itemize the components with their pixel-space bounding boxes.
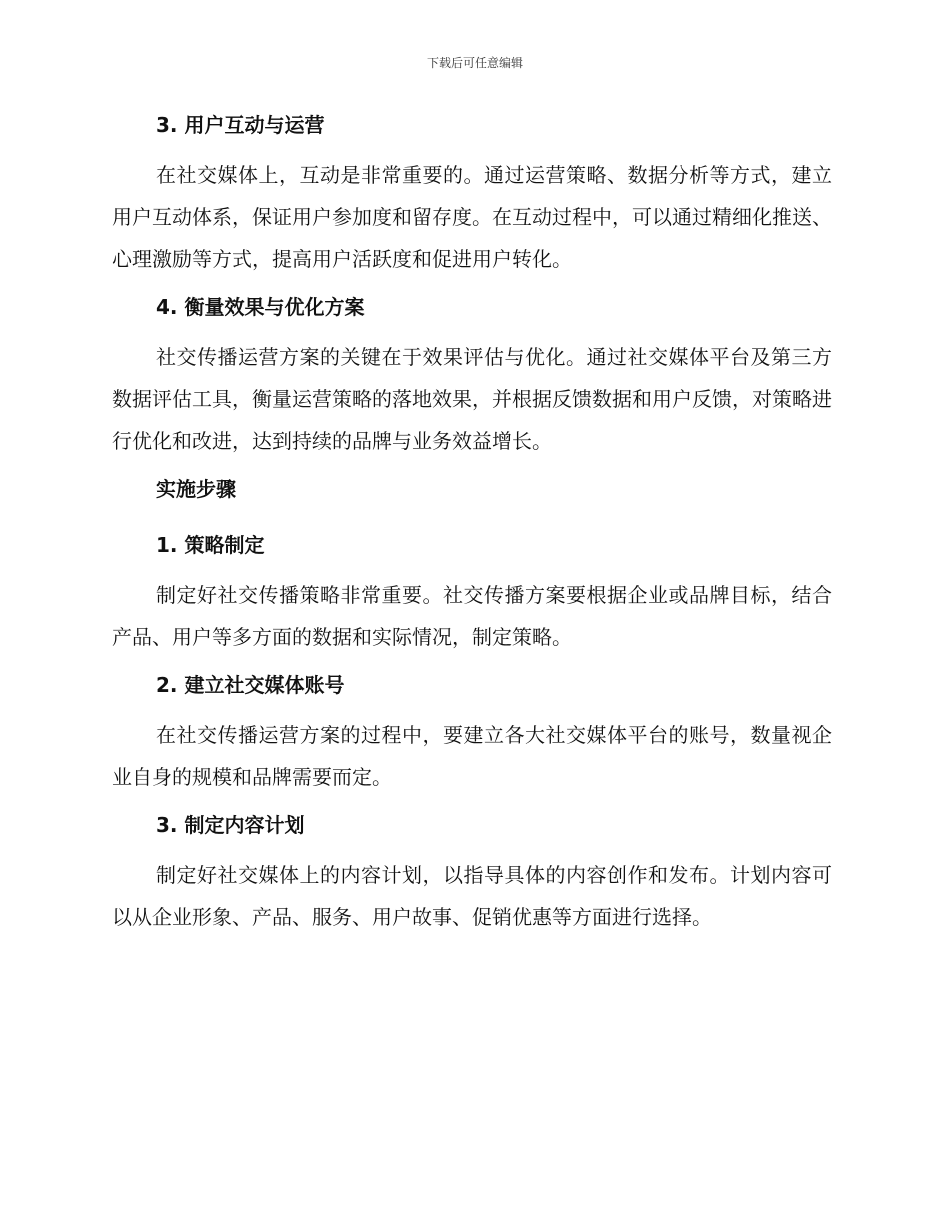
section-paragraph-content-plan: 制定好社交媒体上的内容计划，以指导具体的内容创作和发布。计划内容可以从企业形象、产品、服务、用户故事、促销优惠等方面进行选择。 <box>112 863 832 929</box>
document-body <box>112 110 832 938</box>
section-heading-measure-optimize: 4. 衡量效果与优化方案 <box>156 295 365 319</box>
section-heading-content-plan: 3. 制定内容计划 <box>156 813 305 837</box>
section-heading-accounts: 2. 建立社交媒体账号 <box>156 673 345 697</box>
section-paragraph-strategy: 制定好社交传播策略非常重要。社交传播方案要根据企业或品牌目标，结合产品、用户等多方面的数据和实际情况，制定策略。 <box>112 583 832 649</box>
header-note: 下载后可任意编辑 <box>426 56 523 70</box>
section-paragraph-measure-optimize: 社交传播运营方案的关键在于效果评估与优化。通过社交媒体平台及第三方数据评估工具，衡量运营策略的落地效果，并根据反馈数据和用户反馈，对策略进行优化和改进，达到持续的品牌与业务效益增长。 <box>112 345 832 453</box>
section-paragraph-accounts: 在社交传播运营方案的过程中，要建立各大社交媒体平台的账号，数量视企业自身的规模和品牌需要而定。 <box>112 723 832 789</box>
section-heading-strategy: 1. 策略制定 <box>156 533 265 557</box>
section-paragraph-user-interaction: 在社交媒体上，互动是非常重要的。通过运营策略、数据分析等方式，建立用户互动体系，保证用户参加度和留存度。在互动过程中，可以通过精细化推送、心理激励等方式，提高用户活跃度和促进用户转化。 <box>112 163 832 271</box>
section-heading-implementation-steps: 实施步骤 <box>156 477 236 501</box>
section-heading-user-interaction: 3. 用户互动与运营 <box>156 113 325 137</box>
